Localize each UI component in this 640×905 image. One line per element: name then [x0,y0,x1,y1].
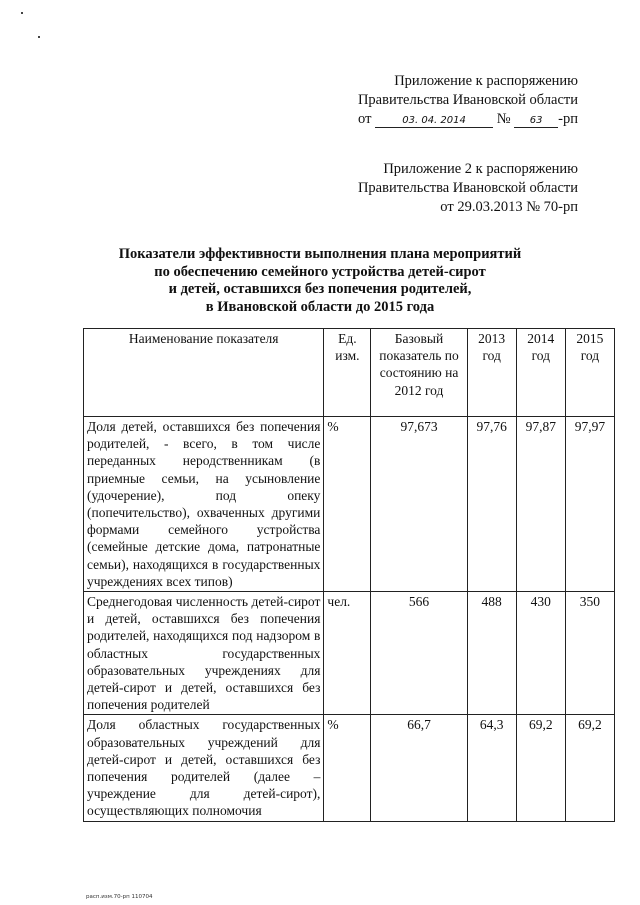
appendix-line: Правительства Ивановской области [357,180,578,196]
table-row [84,715,615,821]
indicator-2013: 488 [467,592,516,715]
indicators-table [83,328,615,822]
from-label: от [358,111,372,127]
indicator-base: 97,673 [371,417,467,592]
indicator-name: Среднегодовая численность детей-сирот и детей, оставшихся без попечения родителей, находящихся под надзором в областных государственных образовательных учреждениях для детей-сирот и детей, оставшихся без попечения родителей [84,592,324,715]
indicator-2013: 97,76 [467,417,516,592]
title-line: Показатели эффективности выполнения плана мероприятий [118,246,522,262]
indicator-2014: 430 [516,592,565,715]
header-2014: 2014 год [516,329,565,417]
table-header-row [84,329,615,417]
appendix-2-reference [358,160,578,217]
number-label: № [496,111,511,127]
header-base: Базовый показатель по состоянию на 2012 год [371,329,467,417]
indicator-base: 566 [371,592,467,715]
indicator-name: Доля областных государственных образовательных учреждений для детей-сирот и детей, оставшихся без попечения родителей (далее – учреждение для детей-сирот), осуществляющих полномочия [84,715,324,821]
indicator-name: Доля детей, оставшихся без попечения родителей, - всего, в том числе переданных неродственникам (в приемные семьи, на усыновление (удочерение), под опеку (попечительство), охваченных другими формами семейного устройства (семейные детские дома, патронатные семьи), находящихся в государственных учреждениях всех типов) [84,417,324,592]
document-title [60,246,580,316]
appendix-reference [358,72,578,129]
appendix-line: Приложение 2 к распоряжению [383,161,578,177]
indicator-unit: чел. [324,592,371,715]
scan-speck [38,36,40,38]
appendix-date-line [358,110,578,129]
indicator-base: 66,7 [371,715,467,821]
title-line: и детей, оставшихся без попечения родителей, [168,281,472,297]
table-row [84,417,615,592]
header-name: Наименование показателя [84,329,324,417]
indicator-2015: 69,2 [565,715,614,821]
indicator-2015: 350 [565,592,614,715]
header-2015: 2015 год [565,329,614,417]
indicator-unit: % [324,715,371,821]
number-suffix: -рп [558,111,578,127]
title-line: в Ивановской области до 2015 года [205,298,435,315]
title-line: по обеспечению семейного устройства детей-сирот [154,263,486,280]
table-row [84,592,615,715]
appendix-line: Приложение к распоряжению [394,73,578,89]
indicator-2014: 97,87 [516,417,565,592]
indicator-2014: 69,2 [516,715,565,821]
handwritten-date: 03. 04. 2014 [375,114,493,128]
indicator-2013: 64,3 [467,715,516,821]
header-2013: 2013 год [467,329,516,417]
appendix-line: Правительства Ивановской области [357,92,578,108]
indicator-2015: 97,97 [565,417,614,592]
handwritten-number: 63 [514,114,558,128]
appendix-line: от 29.03.2013 № 70-рп [440,199,578,215]
footer-code: расп.изм.70-рп 110704 [86,894,153,900]
scan-speck [21,12,23,14]
header-unit: Ед. изм. [324,329,371,417]
indicator-unit: % [324,417,371,592]
